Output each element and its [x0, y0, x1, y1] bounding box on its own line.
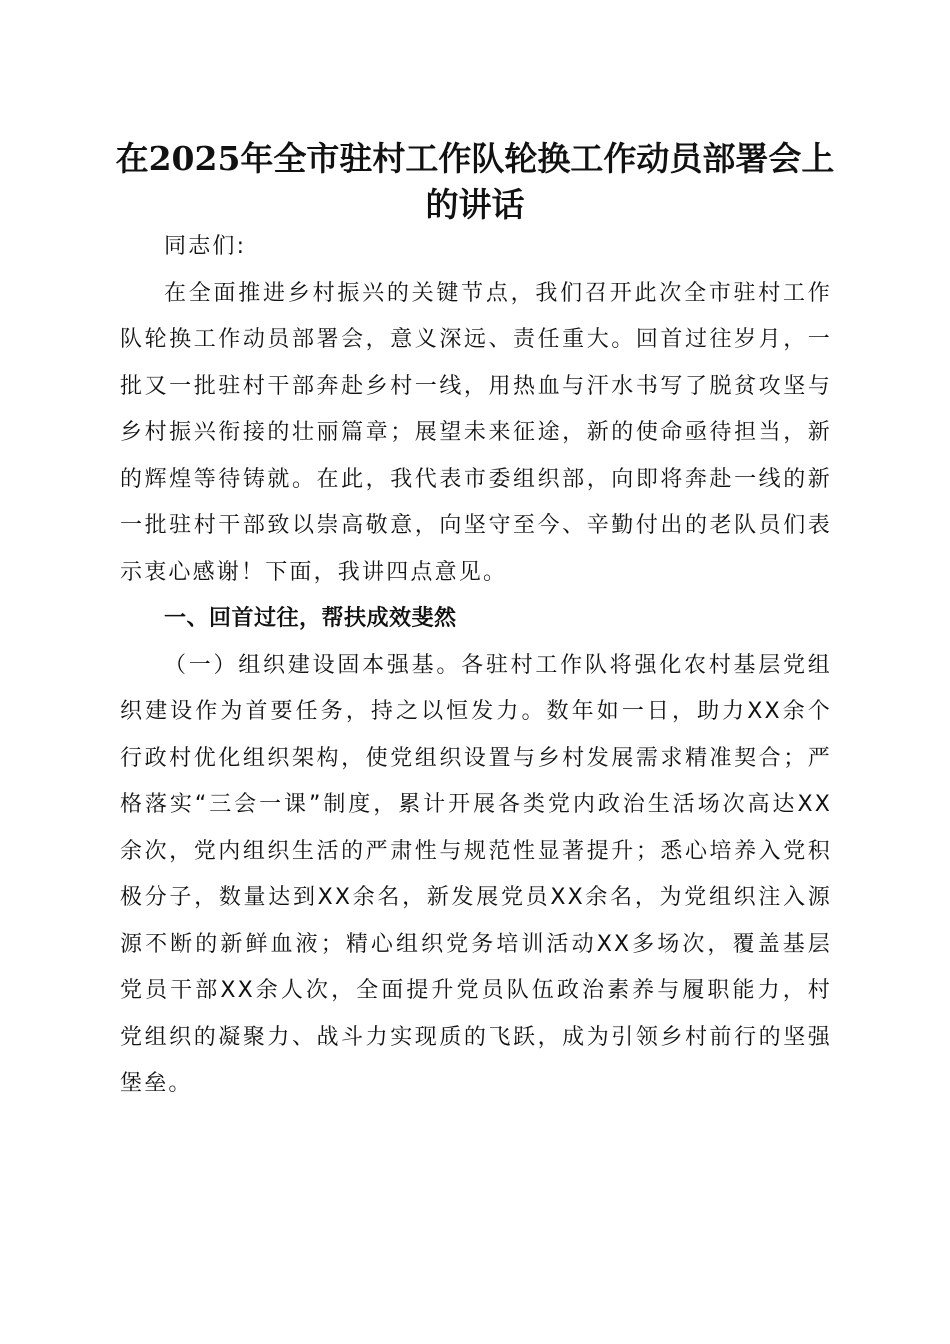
document-body	[120, 224, 832, 1108]
document-title: 在2025年全市驻村工作队轮换工作动员部署会上的讲话	[115, 139, 835, 224]
intro-paragraph: 在全面推进乡村振兴的关键节点，我们召开此次全市驻村工作队轮换工作动员部署会，意义深远、责任重大。回首过往岁月，一批又一批驻村干部奔赴乡村一线，用热血与汗水书写了脱贫攻坚与乡村振兴衔接的壮丽篇章；展望未来征途，新的使命亟待担当，新的辉煌等待铸就。在此，我代表市委组织部，向即将奔赴一线的新一批驻村干部致以崇高敬意，向坚守至今、辛勤付出的老队员们表示衷心感谢！下面，我讲四点意见。	[120, 280, 832, 585]
section-heading: 一、回首过往，帮扶成效斐然	[164, 606, 457, 631]
subsection-paragraph	[120, 643, 832, 1108]
salutation: 同志们:	[164, 234, 247, 259]
subsection-heading: （一）组织建设固本强基。	[164, 652, 462, 678]
subsection-text: 各驻村工作队将强化农村基层党组织建设作为首要任务，持之以恒发力。数年如一日，助力XX余个行政村优化组织架构，使党组织设置与乡村发展需求精准契合；严格落实“三会一课”制度，累计开展各类党内政治生活场次高达XX余次，党内组织生活的严肃性与规范性显著提升；悉心培养入党积极分子，数量达到XX余名，新发展党员XX余名，为党组织注入源源不断的新鲜血液；精心组织党务培训活动XX多场次，覆盖基层党员干部XX余人次，全面提升党员队伍政治素养与履职能力，村党组织的凝聚力、战斗力实现质的飞跃，成为引领乡村前行的坚强堡垒。	[120, 652, 832, 1096]
